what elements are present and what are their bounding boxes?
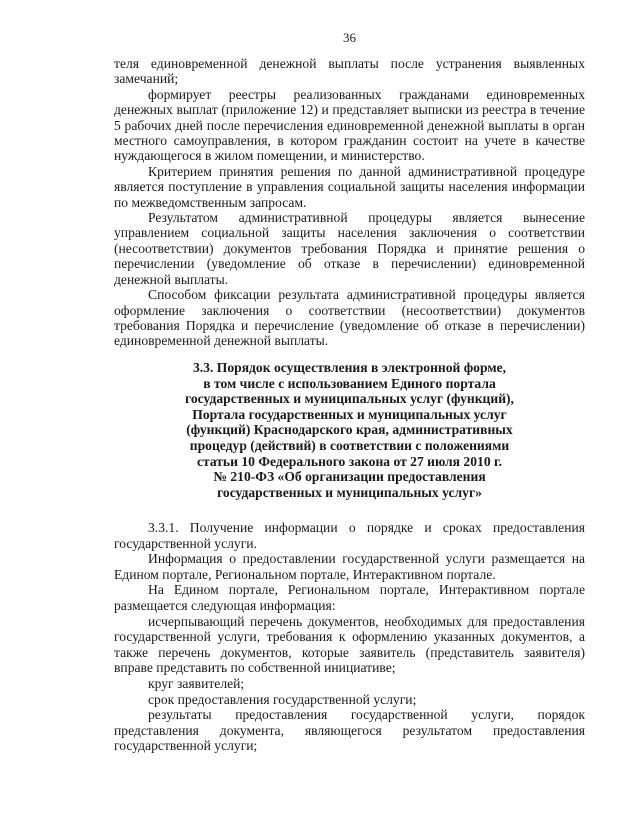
paragraph-registry: формирует реестры реализованных гражданами единовременных денежных выплат (приложение 12) и представляет выписки из реестра в течение 5 рабочих дней после перечисления единовременной денежной выплаты в орган местного самоуправления, в котором гражданин состоит на учете в качестве нуждающегося в жилом помещении, и министерство. — [114, 86, 585, 164]
paragraph-fixation: Способом фиксации результата административной процедуры является оформление заключения о соответствии (несоответствии) документов требования Порядка и перечисление (уведомление об отказе в перечислении) единовременной денежной выплаты. — [114, 287, 585, 349]
section-body — [114, 520, 585, 754]
heading-line: 3.3. Порядок осуществления в электронной форме, — [192, 360, 507, 375]
list-item-documents: исчерпывающий перечень документов, необходимых для предоставления государственной услуги, требования к оформлению указанных документов, а также перечень документов, которые заявитель (представитель заявителя) вправе представить по собственной инициативе; — [114, 613, 585, 676]
paragraph-continuation: теля единовременной денежной выплаты после устранения выявленных замечаний; — [114, 56, 585, 87]
list-item-term: срок предоставления государственной услуги; — [148, 691, 417, 707]
body-text — [114, 56, 585, 349]
heading-line: государственных и муниципальных услуг (функций), — [185, 391, 514, 407]
heading-line: статьи 10 Федерального закона от 27 июля 2010 г. — [196, 453, 503, 469]
paragraph-info-list-intro: На Едином портале, Региональном портале, Интерактивном портале размещается следующая информация: — [114, 582, 585, 613]
section-heading — [114, 360, 585, 500]
paragraph-result: Результатом административной процедуры является вынесение управлением социальной защиты населения заключения о соответствии (несоответствии) документов требования Порядка и принятие решения о перечислении (уведомление об отказе в перечислении) единовременной денежной выплаты. — [114, 210, 585, 287]
paragraph-info-placement: Информация о предоставлении государственной услуги размещается на Едином портале, Региональном портале, Интерактивном портале. — [114, 551, 585, 582]
list-item-applicants: круг заявителей; — [148, 675, 245, 691]
paragraph-3-3-1: 3.3.1. Получение информации о порядке и сроках предоставления государственной услуги. — [114, 520, 585, 551]
heading-line: (функций) Краснодарского края, административных — [186, 422, 513, 438]
heading-line: № 210-ФЗ «Об организации предоставления — [213, 469, 486, 485]
heading-line: в том числе с использованием Единого портала — [203, 375, 496, 391]
list-item-results: результаты предоставления государственной услуги, порядок представления документа, являющегося результатом предоставления государственной услуги; — [114, 707, 585, 754]
heading-line: государственных и муниципальных услуг» — [217, 484, 482, 500]
heading-line: Портала государственных и муниципальных услуг — [192, 406, 507, 422]
heading-line: процедур (действий) в соответствии с положениями — [189, 437, 510, 453]
paragraph-criterion: Критерием принятия решения по данной административной процедуре является поступление в управления социальной защиты населения информации по межведомственным запросам. — [114, 163, 585, 210]
page-number: 36 — [343, 30, 356, 45]
